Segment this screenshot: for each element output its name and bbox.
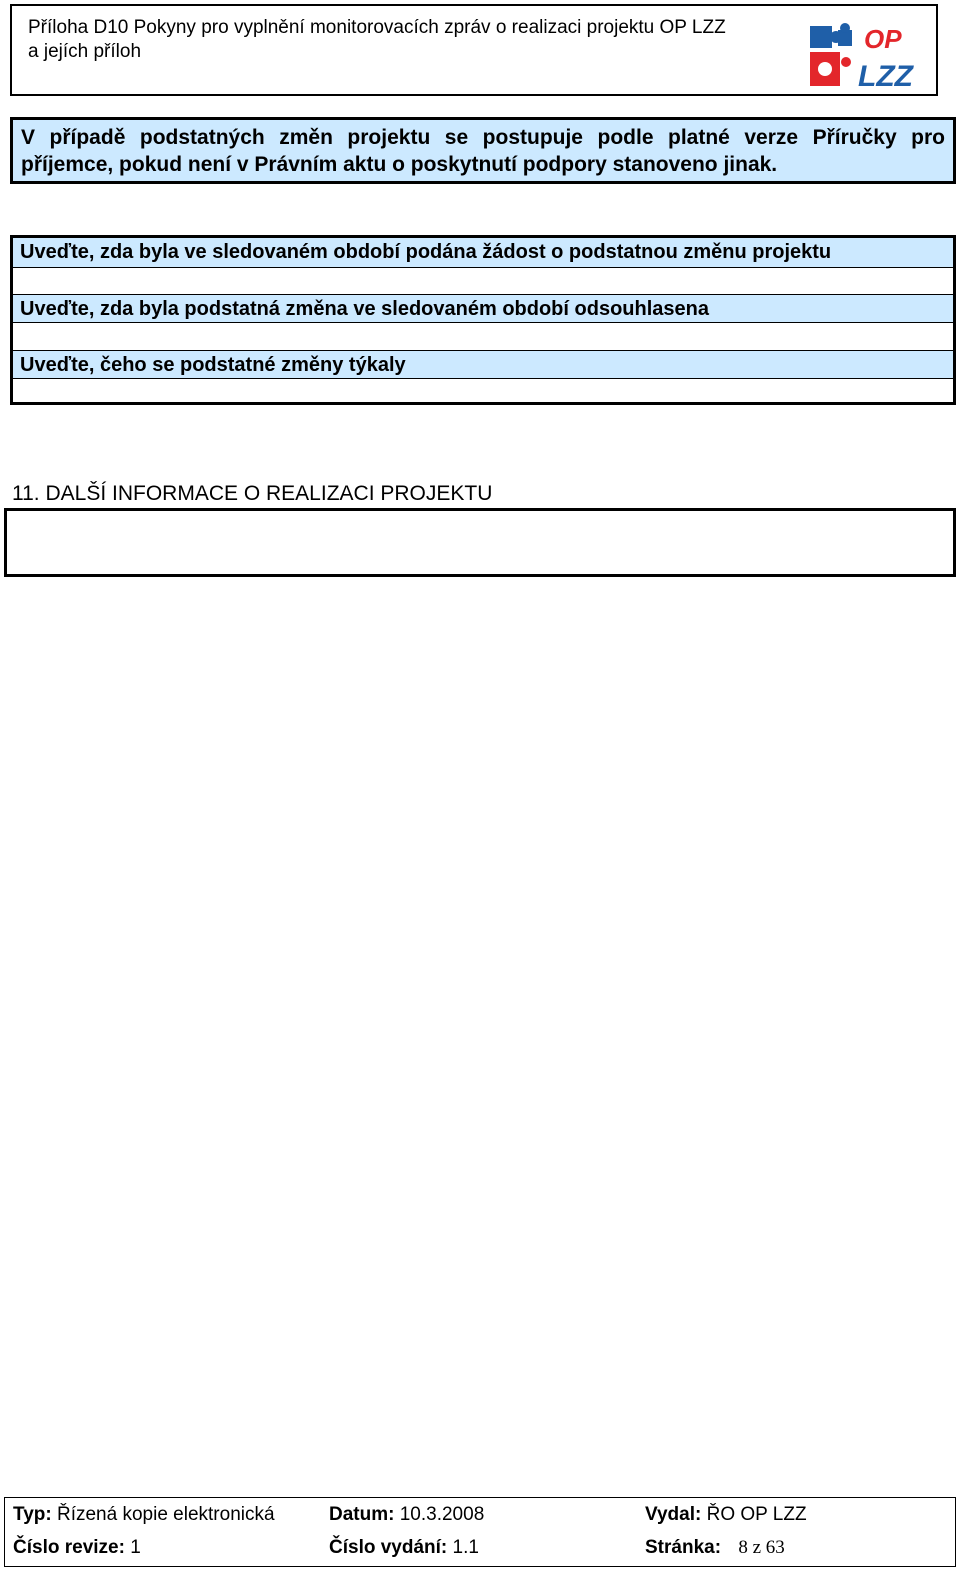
section-title: 11. DALŠÍ INFORMACE O REALIZACI PROJEKTU — [12, 482, 493, 505]
footer-vydal-label: Vydal: — [645, 1504, 702, 1525]
op-lzz-logo — [806, 20, 916, 92]
footer-vydani-label: Číslo vydání: — [329, 1537, 448, 1558]
logo-text-lzz: LZZ — [858, 60, 913, 92]
footer-stranka-value: 8 z 63 — [738, 1537, 785, 1558]
question-label-request: Uveďte, zda byla ve sledovaném období podána žádost o podstatnou změnu projektu — [13, 238, 953, 267]
footer-vydani — [329, 1536, 479, 1560]
document-title — [28, 16, 726, 64]
footer-revize-label: Číslo revize: — [13, 1537, 125, 1558]
answer-field-topics[interactable] — [13, 378, 953, 402]
footer-stranka-label: Stránka: — [645, 1537, 722, 1558]
footer-stranka — [645, 1536, 785, 1560]
document-footer — [4, 1497, 956, 1567]
footer-datum-label: Datum: — [329, 1504, 395, 1525]
document-title-line2: a jejích příloh — [28, 41, 142, 62]
logo-text-op: OP — [864, 24, 902, 54]
substantial-changes-table — [10, 235, 956, 405]
footer-vydal-value: ŘO OP LZZ — [706, 1504, 807, 1525]
footer-vydal — [645, 1503, 807, 1527]
substantial-changes-notice: V případě podstatných změn projektu se postupuje podle platné verze Příručky pro příjemce, pokud není v Právním aktu o poskytnutí podpory stanoveno jinak. — [10, 117, 956, 184]
answer-field-request[interactable] — [13, 267, 953, 294]
footer-typ-label: Typ: — [13, 1504, 52, 1525]
footer-revize-value: 1 — [130, 1537, 141, 1558]
section-content-field[interactable] — [4, 508, 956, 577]
footer-typ — [13, 1503, 275, 1527]
footer-datum-value: 10.3.2008 — [399, 1504, 485, 1525]
document-title-line1: Příloha D10 Pokyny pro vyplnění monitorovacích zpráv o realizaci projektu OP LZZ — [28, 17, 726, 38]
footer-vydani-value: 1.1 — [452, 1537, 479, 1558]
question-label-topics: Uveďte, čeho se podstatné změny týkaly — [13, 350, 953, 378]
footer-revize — [13, 1536, 141, 1560]
answer-field-approved[interactable] — [13, 322, 953, 350]
footer-datum — [329, 1503, 484, 1527]
footer-typ-value: Řízená kopie elektronická — [56, 1504, 275, 1525]
question-label-approved: Uveďte, zda byla podstatná změna ve sledovaném období odsouhlasena — [13, 294, 953, 322]
document-header — [10, 4, 938, 96]
